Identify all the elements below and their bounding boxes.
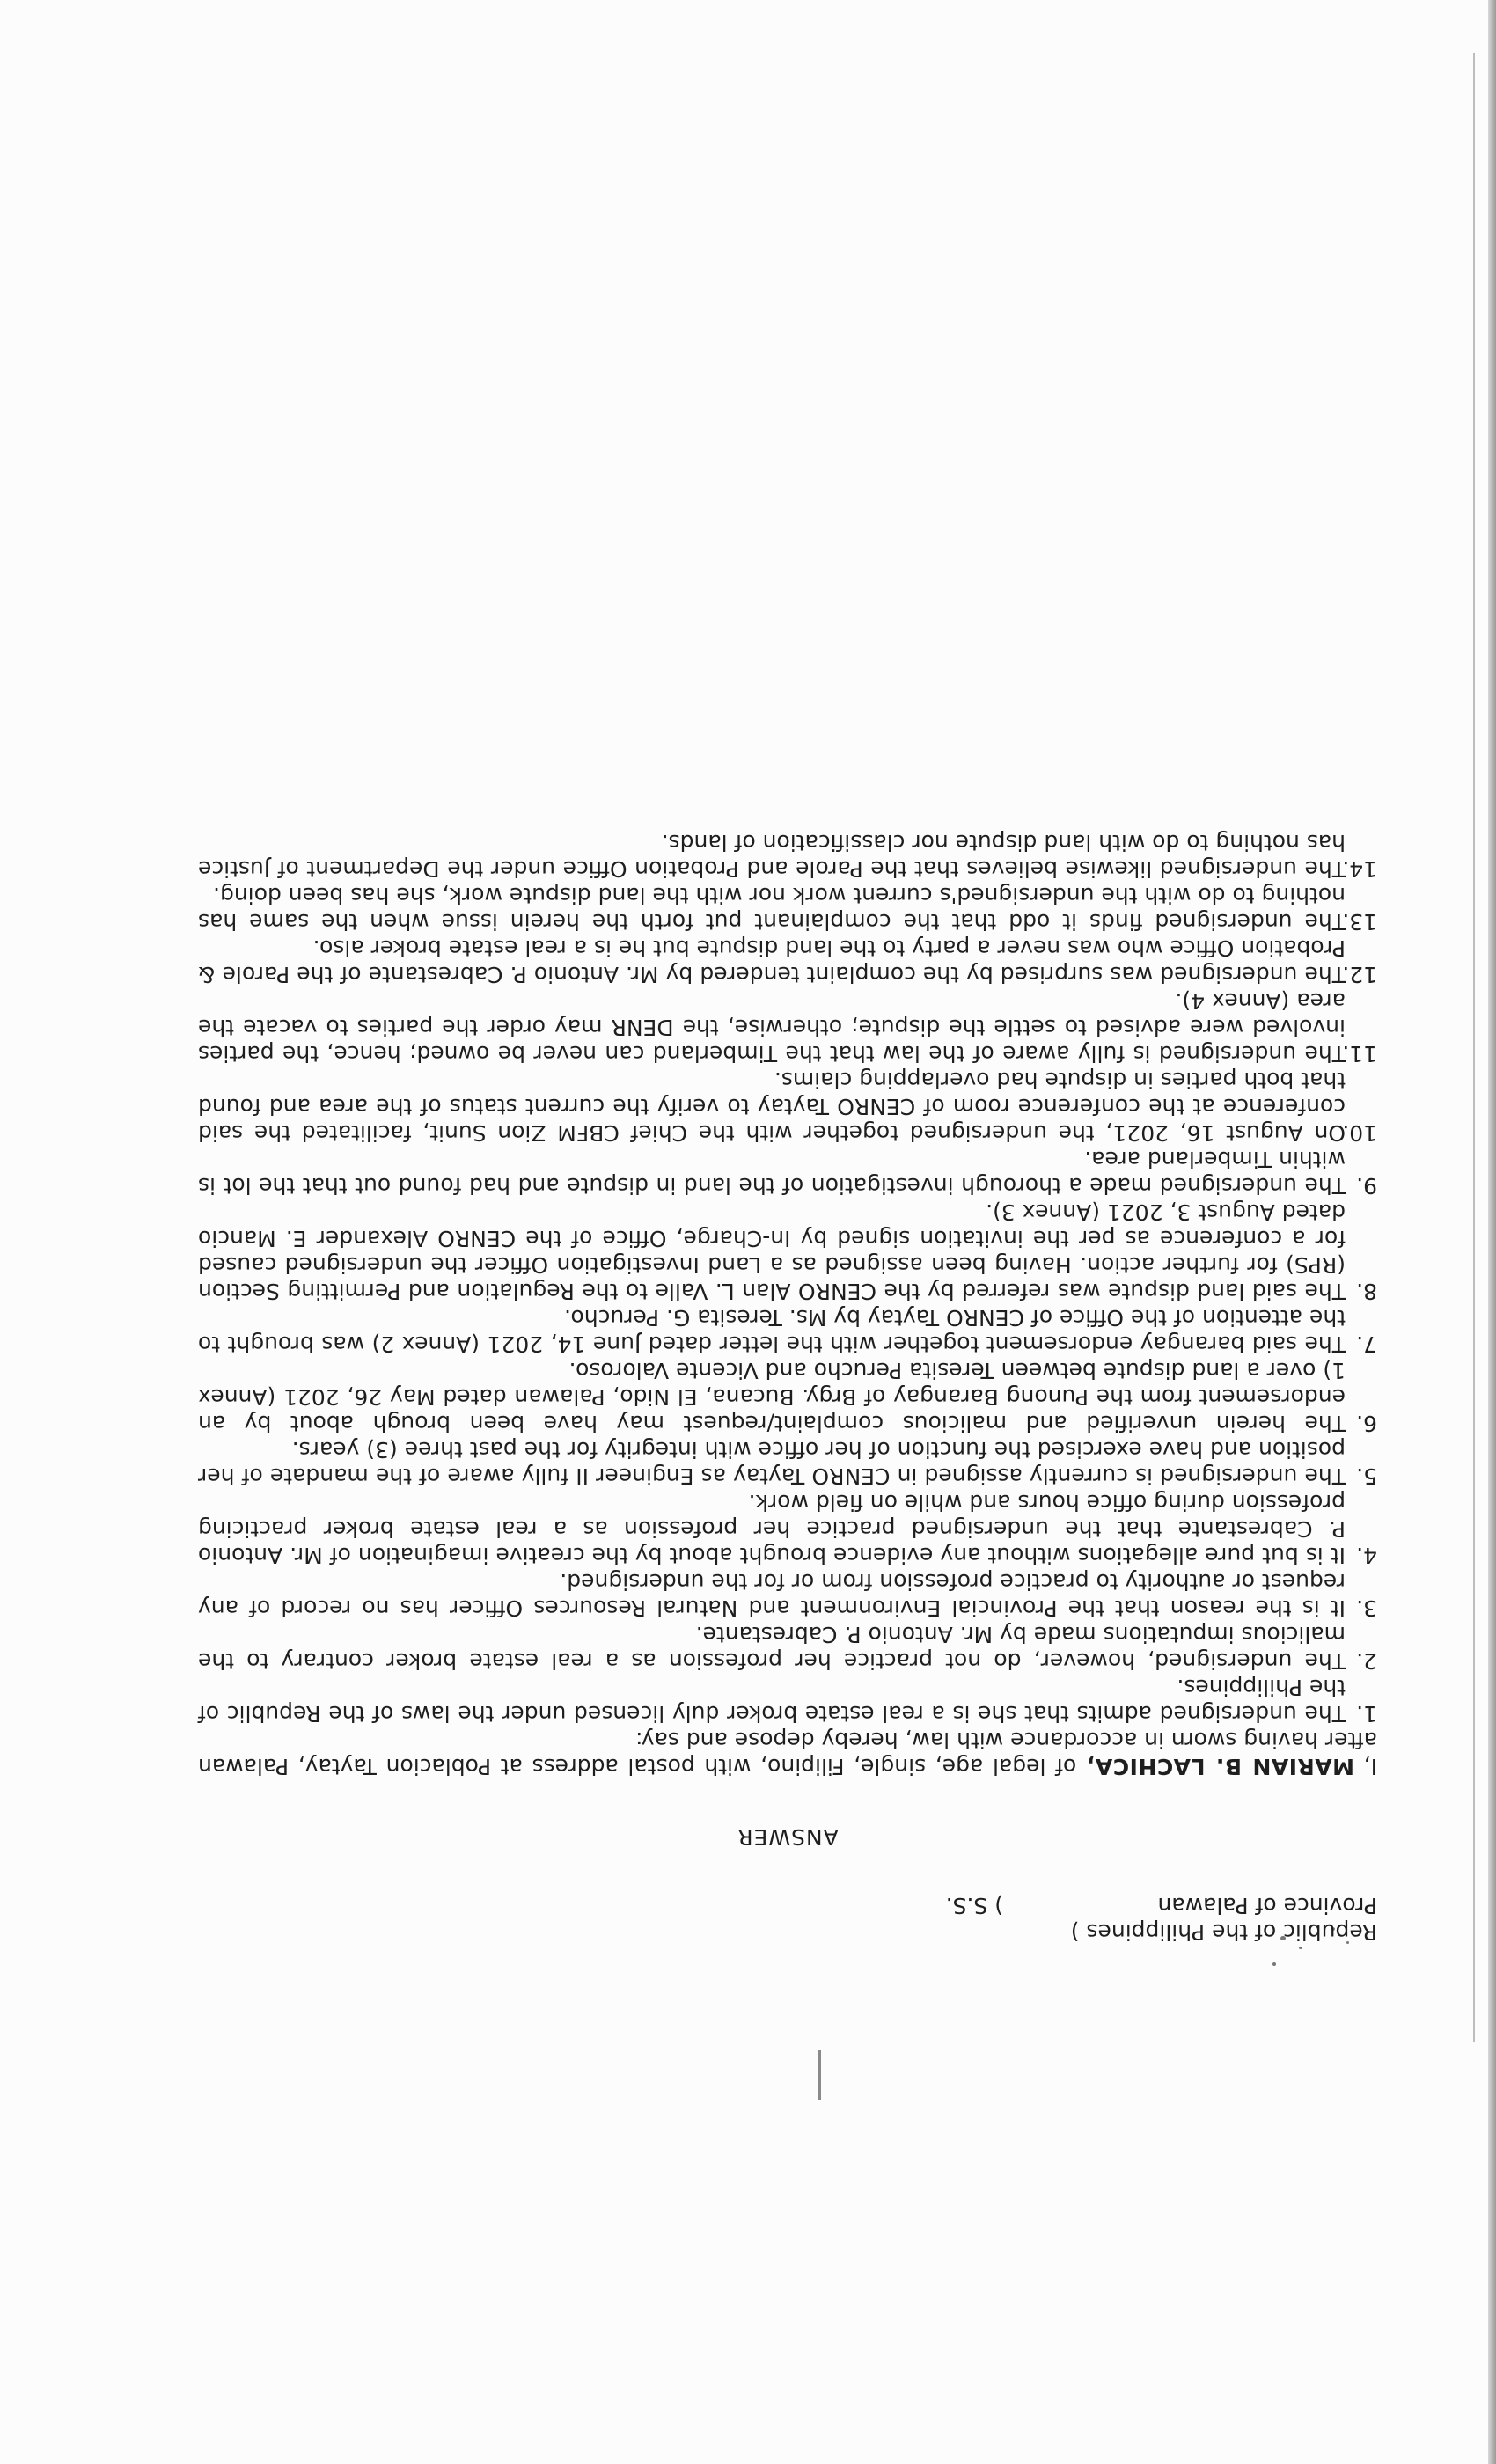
- paragraph-text: The undersigned likewise believes that the Parole and Probation Office under the Department of Justice has nothing to do with land dispute nor classification of lands.: [198, 830, 1346, 882]
- paragraph-number: 3.: [1356, 1595, 1377, 1621]
- paragraph-number: 1.: [1356, 1701, 1377, 1727]
- venue-province: Province of Palawan: [1157, 1893, 1377, 1918]
- paragraph-item: [198, 1568, 1377, 1621]
- paragraph-number: 7.: [1356, 1331, 1377, 1357]
- paragraph-text: The undersigned admits that she is a real estate broker duly licensed under the laws of the Republic of the Philippines.: [198, 1675, 1346, 1727]
- paragraph-item: [198, 1199, 1377, 1304]
- paragraph-item: [198, 935, 1377, 987]
- scan-speck: [1299, 1947, 1302, 1949]
- paragraph-item: [198, 829, 1377, 882]
- paragraph-item: [198, 1621, 1377, 1674]
- intro-prefix: I,: [1363, 1754, 1377, 1779]
- paragraph-number: 8.: [1356, 1279, 1377, 1304]
- paragraph-text: The said barangay endorsement together with the letter dated June 14, 2021 (Annex 2) was brought to the attention of the Office of CENRO Taytay by Ms. Teresita G. Perucho.: [198, 1305, 1346, 1357]
- paragraph-item: [198, 1146, 1377, 1199]
- paragraph-item: [198, 1067, 1377, 1146]
- paragraph-item: [198, 1357, 1377, 1436]
- paragraph-number: 10.: [1342, 1120, 1377, 1146]
- paragraph-number: 6.: [1356, 1411, 1377, 1436]
- paragraph-number: 11.: [1342, 1041, 1377, 1067]
- paragraph-text: The undersigned is fully aware of the law that the Timberland can never be owned; hence, the parties involved were advised to settle the dispute; otherwise, the DENR may order the parties to vacate the area (Annex 4).: [198, 988, 1346, 1067]
- paragraph-number: 9.: [1356, 1173, 1377, 1199]
- paragraph-text: It is but pure allegations without any evidence brought about by the creative imagination of Mr. Antonio P. Cabrestante that the undersigned practice her profession as a real estate broker practicing profession during office hours and while on field work.: [198, 1490, 1346, 1568]
- paragraph-item: [198, 987, 1377, 1067]
- scan-edge-shadow: [1488, 0, 1496, 2464]
- paragraph-item: [198, 1436, 1377, 1489]
- venue-header-line-2: [198, 1892, 1377, 1918]
- paragraph-text: It is the reason that the Provincial Environment and Natural Resources Officer has no record of any request or authority to practice profession from or for the undersigned.: [198, 1569, 1346, 1621]
- paragraph-text: The undersigned was surprised by the complaint tendered by Mr. Antonio P. Cabrestante of the Parole & Probation Office who was never a party to the land dispute but he is a real estate broker also.: [198, 935, 1346, 987]
- affiant-name: MARIAN B. LACHICA,: [1085, 1754, 1354, 1779]
- paragraph-item: [198, 1674, 1377, 1727]
- scan-artifact-mark: [818, 2050, 821, 2100]
- paragraph-number: 5.: [1356, 1463, 1377, 1489]
- paragraph-item: [198, 882, 1377, 935]
- paragraph-text: The said land dispute was referred by the CENRO Alan L. Valle to the Regulation and Permitting Section (RPS) for further action. Having been assigned as a Land Investigation Officer the undersigned caused for a conference as per the invitation signed by In-Charge, Office of the CENRO Alexander E. Mancio dated August 3, 2021 (Annex 3).: [198, 1199, 1346, 1304]
- paragraph-text: The herein unverified and malicious complaint/request may have been brough about by an endorsement from the Punong Barangay of Brgy. Bucana, El Nido, Palawan dated May 26, 2021 (Annex 1) over a land dispute between Teresita Perucho and Vicente Valoroso.: [198, 1358, 1346, 1436]
- paragraph-text: The undersigned made a thorough investigation of the land in dispute and had found out that the lot is within Timberland area.: [198, 1147, 1346, 1199]
- paragraph-number: 12.: [1342, 962, 1377, 987]
- scan-fold-line: [1473, 53, 1475, 2042]
- venue-header-line-1: [198, 1918, 1377, 1945]
- paragraph-number: 2.: [1356, 1648, 1377, 1674]
- paragraph-text: The undersigned is currently assigned in CENRO Taytay as Engineer II fully aware of the mandate of her position and have exercised the function of her office with integrity for the past three (3) years.: [198, 1437, 1346, 1489]
- paragraph-text: The undersigned, however, do not practice her profession as a real estate broker contrary to the malicious imputations made by Mr. Antonio P. Cabrestante.: [198, 1622, 1346, 1674]
- numbered-paragraphs: [198, 829, 1377, 1727]
- paragraph-text: The undersigned finds it odd that the complainant put forth the herein issue when the same has nothing to do with the undersigned's current work nor with the land dispute work, she has been doing.: [198, 883, 1346, 935]
- intro-text: of legal age, single, Filipino, with postal address at Poblacion Taytay, Palawan after having sworn in accordance with law, hereby depose and say:: [197, 1727, 1377, 1779]
- venue-ss: ) S.S.: [945, 1893, 1003, 1918]
- document-title: ANSWER: [737, 1824, 839, 1850]
- document-body: [198, 132, 1377, 1945]
- paragraph-item: [198, 1304, 1377, 1357]
- paragraph-item: [198, 1489, 1377, 1568]
- paragraph-number: 14.: [1342, 856, 1377, 882]
- venue-republic: Republic of the Philippines ): [1070, 1919, 1377, 1945]
- scan-speck: [1272, 1962, 1276, 1966]
- paragraph-text: On August 16, 2021, the undersigned together with the Chief CBFM Zion Sunit, facilitated the said conference at the conference room of CENRO Taytay to verify the current status of the area and found that both parties in dispute had overlapping claims.: [198, 1067, 1346, 1146]
- paragraph-number: 4.: [1356, 1543, 1377, 1568]
- intro-paragraph: [198, 1727, 1377, 1779]
- paragraph-number: 13.: [1342, 909, 1377, 935]
